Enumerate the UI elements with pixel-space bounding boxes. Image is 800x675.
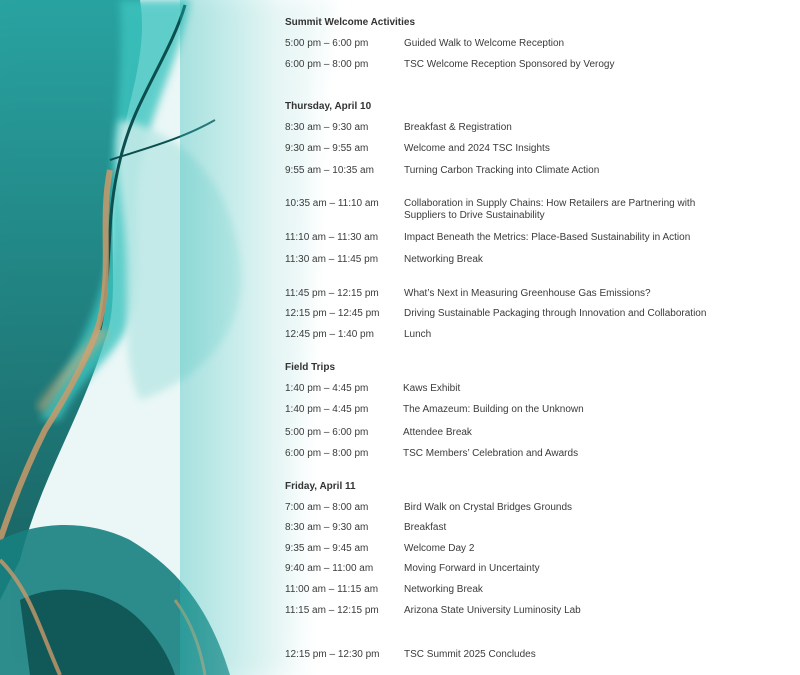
session-time: 9:35 am – 9:45 am [285, 543, 369, 554]
session-time: 9:40 am – 11:00 am [285, 563, 374, 574]
session-time: 11:30 am – 11:45 pm [285, 254, 379, 265]
section-title: Field Trips [285, 362, 336, 373]
session-title: Welcome and 2024 TSC Insights [404, 143, 550, 154]
session-title: Turning Carbon Tracking into Climate Action [404, 165, 600, 176]
section-title: Thursday, April 10 [285, 101, 372, 112]
session-title: The Amazeum: Building on the Unknown [403, 404, 584, 415]
session-time: 5:00 pm – 6:00 pm [285, 427, 369, 438]
session-time: 11:10 am – 11:30 am [285, 232, 379, 243]
session-title: Impact Beneath the Metrics: Place-Based Sustainability in Action [404, 232, 691, 243]
session-time: 12:15 pm – 12:30 pm [285, 649, 380, 660]
section-title: Friday, April 11 [285, 481, 356, 492]
session-time: 10:35 am – 11:10 am [285, 198, 379, 209]
session-title: Guided Walk to Welcome Reception [404, 38, 565, 49]
session-time: 11:45 pm – 12:15 pm [285, 288, 379, 299]
session-title: Networking Break [404, 584, 483, 595]
session-title: Breakfast [404, 522, 447, 533]
session-time: 12:15 pm – 12:45 pm [285, 308, 380, 319]
session-title: Bird Walk on Crystal Bridges Grounds [404, 502, 573, 513]
session-title: Moving Forward in Uncertainty [404, 563, 540, 574]
section-title: Summit Welcome Activities [285, 17, 416, 28]
session-time: 8:30 am – 9:30 am [285, 122, 369, 133]
session-title: Breakfast & Registration [404, 122, 512, 133]
session-title: Attendee Break [403, 427, 472, 438]
session-title: Welcome Day 2 [404, 543, 475, 554]
session-time: 9:55 am – 10:35 am [285, 165, 374, 176]
session-title: Collaboration in Supply Chains: How Retailers are Partnering with Suppliers to Drive Sustainability [404, 198, 696, 221]
session-title: Arizona State University Luminosity Lab [404, 605, 581, 616]
session-title: Driving Sustainable Packaging through Innovation and Collaboration [404, 308, 707, 319]
session-title: Lunch [404, 329, 432, 340]
session-time: 9:30 am – 9:55 am [285, 143, 369, 154]
session-time: 8:30 am – 9:30 am [285, 522, 369, 533]
session-time: 12:45 pm – 1:40 pm [285, 329, 374, 340]
session-time: 6:00 pm – 8:00 pm [285, 59, 369, 70]
session-title: What’s Next in Measuring Greenhouse Gas Emissions? [404, 288, 651, 299]
session-time: 5:00 pm – 6:00 pm [285, 38, 369, 49]
session-title: TSC Members’ Celebration and Awards [403, 448, 579, 459]
session-time: 6:00 pm – 8:00 pm [285, 448, 369, 459]
session-title: Kaws Exhibit [403, 383, 461, 394]
session-title: TSC Welcome Reception Sponsored by Verogy [404, 59, 615, 70]
session-time: 1:40 pm – 4:45 pm [285, 404, 369, 415]
session-time: 1:40 pm – 4:45 pm [285, 383, 369, 394]
session-time: 11:15 am – 12:15 pm [285, 605, 379, 616]
session-title: Networking Break [404, 254, 483, 265]
session-time: 11:00 am – 11:15 am [285, 584, 379, 595]
session-title: TSC Summit 2025 Concludes [404, 649, 536, 660]
session-time: 7:00 am – 8:00 am [285, 502, 369, 513]
